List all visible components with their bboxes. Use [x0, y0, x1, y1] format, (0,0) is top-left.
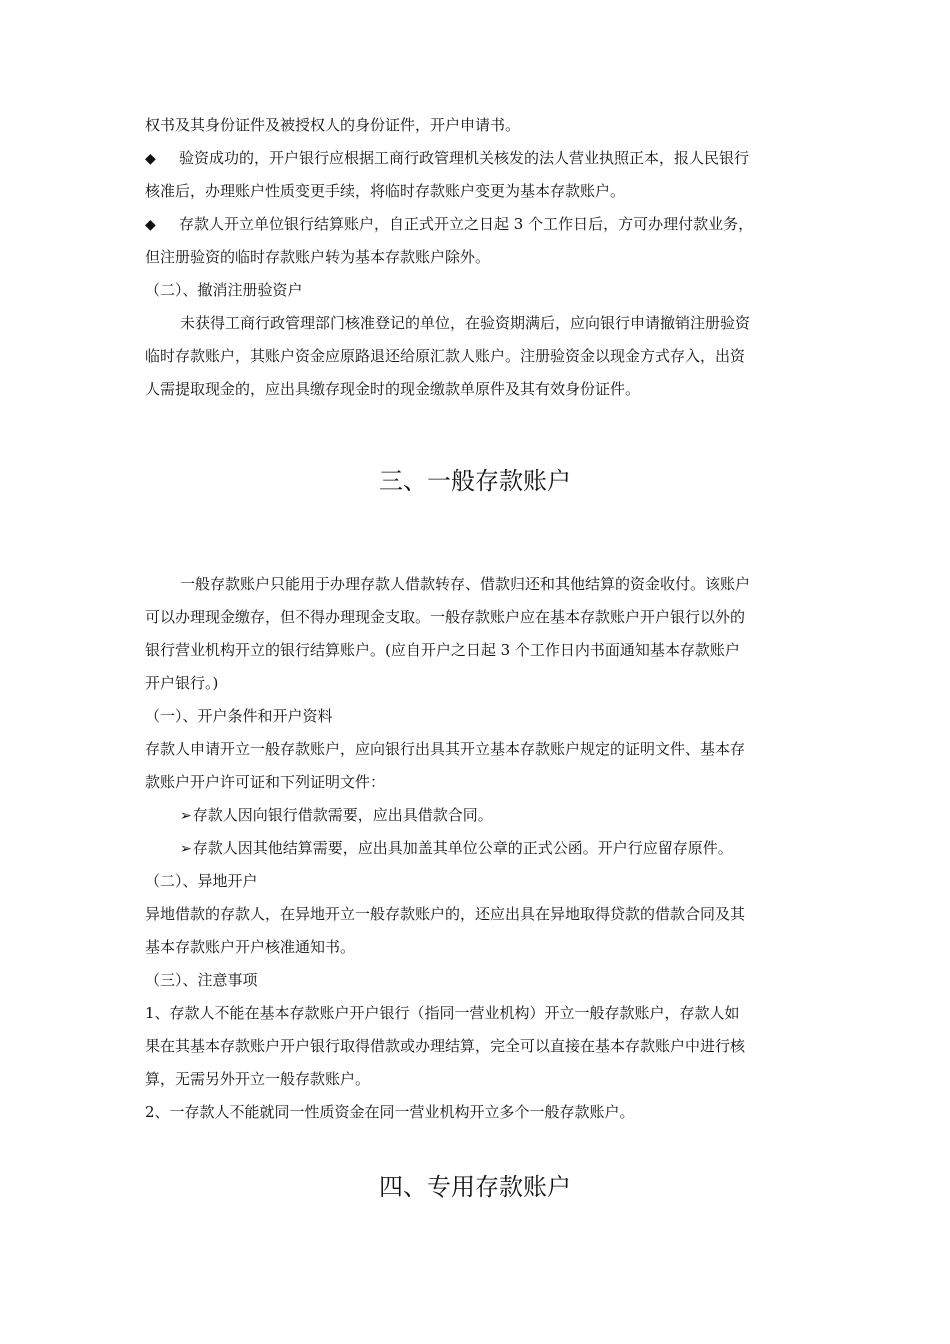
body-line: 临时存款账户，其账户资金应原路退还给原汇款人账户。注册验资金以现金方式存入，出资	[145, 347, 746, 365]
body-line: 存款人申请开立一般存款账户，应向银行出具其开立基本存款账户规定的证明文件、基本存	[145, 740, 746, 758]
list-item	[180, 805, 807, 826]
diamond-bullet-icon: ◆	[145, 151, 156, 167]
bullet-text: 存款人开立单位银行结算账户，自正式开立之日起 3 个工作日后，方可办理付款业务，	[179, 215, 754, 233]
body-line: 核准后，办理账户性质变更手续，将临时存款账户变更为基本存款账户。	[145, 182, 626, 200]
list-item	[180, 838, 807, 859]
list-item-text: 存款人因向银行借款需要，应出具借款合同。	[192, 806, 493, 824]
bullet-item	[145, 148, 807, 169]
section-title: 四、专用存款账户	[379, 1173, 571, 1201]
body-line: 算，无需另外开立一般存款账户。	[145, 1070, 371, 1088]
bullet-item	[145, 214, 807, 235]
diamond-bullet-icon: ◆	[145, 217, 156, 233]
body-line: 款账户开户许可证和下列证明文件：	[145, 773, 386, 791]
list-item-text: 存款人因其他结算需要，应出具加盖其单位公章的正式公函。开户行应留存原件。	[192, 839, 733, 857]
body-line: 但注册验资的临时存款账户转为基本存款账户除外。	[145, 248, 491, 266]
body-line: 果在其基本存款账户开户银行取得借款或办理结算，完全可以直接在基本存款账户中进行核	[145, 1037, 746, 1055]
body-line: 1、存款人不能在基本存款账户开户银行（指同一营业机构）开立一般存款账户，存款人如	[145, 1004, 740, 1022]
bullet-text: 验资成功的，开户银行应根据工商行政管理机关核发的法人营业执照正本，报人民银行	[179, 149, 750, 167]
arrow-bullet-icon: ➢	[180, 808, 192, 824]
section-title: 三、一般存款账户	[379, 467, 571, 495]
body-line: 未获得工商行政管理部门核准登记的单位，在验资期满后，应向银行申请撤销注册验资	[180, 314, 751, 332]
body-line: 人需提取现金的，应出具缴存现金时的现金缴款单原件及其有效身份证件。	[145, 380, 641, 398]
body-line: 一般存款账户只能用于办理存款人借款转存、借款归还和其他结算的资金收付。该账户	[180, 575, 751, 593]
subsection-heading: （二）、异地开户	[145, 872, 258, 890]
body-line: 2、一存款人不能就同一性质资金在同一营业机构开立多个一般存款账户。	[145, 1103, 635, 1121]
body-line: 基本存款账户开户核准通知书。	[145, 938, 356, 956]
body-line: 权书及其身份证件及被授权人的身份证件，开户申请书。	[145, 116, 521, 134]
body-line: 开户银行。)	[145, 674, 219, 692]
subsection-heading: （二）、撤消注册验资户	[145, 281, 303, 299]
arrow-bullet-icon: ➢	[180, 841, 192, 857]
body-line: 银行营业机构开立的银行结算账户。(应自开户之日起 3 个工作日内书面通知基本存款账户	[145, 641, 740, 659]
subsection-heading: （一）、开户条件和开户资料	[145, 707, 333, 725]
body-line: 可以办理现金缴存，但不得办理现金支取。一般存款账户应在基本存款账户开户银行以外的	[145, 608, 746, 626]
subsection-heading: （三）、注意事项	[145, 971, 258, 989]
body-line: 异地借款的存款人，在异地开立一般存款账户的，还应出具在异地取得贷款的借款合同及其	[145, 905, 746, 923]
